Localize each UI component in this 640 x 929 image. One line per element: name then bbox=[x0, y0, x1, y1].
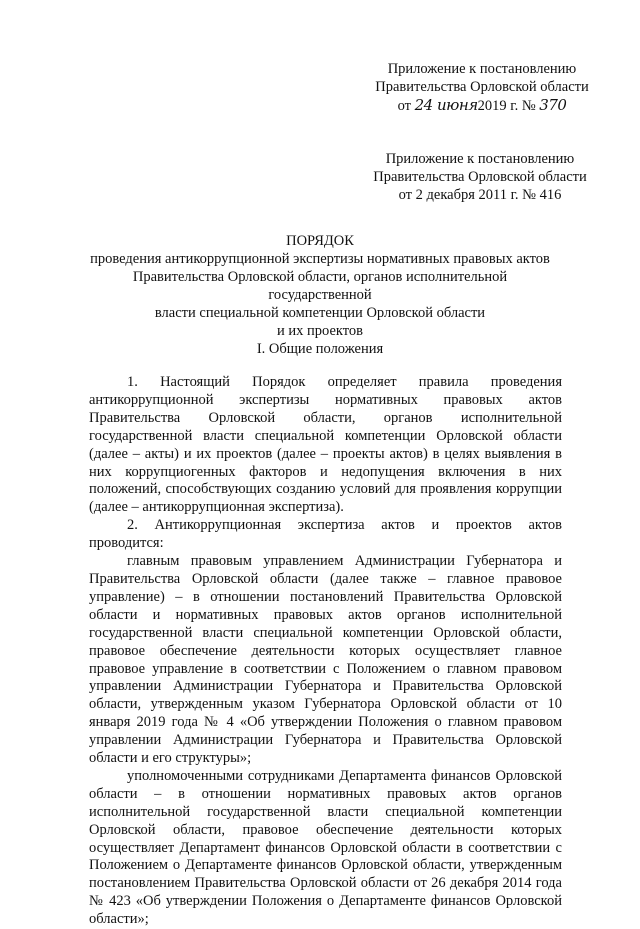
title-heading: ПОРЯДОК bbox=[286, 233, 354, 249]
approval-date-line bbox=[352, 96, 612, 115]
approval-date-prefix: от bbox=[397, 98, 411, 114]
original-approval-line-3: от 2 декабря 2011 г. № 416 bbox=[398, 187, 562, 203]
paragraph-2: 2. Антикоррупционная экспертиза актов и проектов актов проводится: bbox=[89, 517, 562, 552]
title-line-2: Правительства Орловской области, органов исполнительной государственной bbox=[132, 269, 508, 303]
document-title bbox=[80, 232, 560, 340]
paragraph-1: 1. Настоящий Порядок определяет правила проведения антикоррупционной экспертизы нормативных правовых актов Правительства Орловской области, органов исполнительной государственной власти специальной компетенции Орловской области (далее – акты) и их проектов (далее – проекты актов) в целях выявления в них коррупциогенных факторов и недопущения включения в них положений, способствующих созданию условий для проявления коррупции (далее – антикоррупционная экспертиза). bbox=[89, 374, 562, 516]
approval-stamp bbox=[352, 60, 612, 115]
section-heading: I. Общие положения bbox=[256, 341, 384, 357]
handwritten-number: 370 bbox=[539, 96, 567, 114]
original-approval-line-1: Приложение к постановлению bbox=[385, 151, 575, 167]
title-line-4: и их проектов bbox=[277, 323, 363, 339]
title-line-3: власти специальной компетенции Орловской области bbox=[154, 305, 486, 321]
handwritten-date: 24 июня bbox=[414, 96, 478, 114]
approval-line-2: Правительства Орловской области bbox=[375, 79, 589, 95]
approval-year-number: 2019 г. № bbox=[477, 98, 536, 114]
paragraph-3: главным правовым управлением Администрации Губернатора и Правительства Орловской области (далее также – главное правовое управление) – в отношении постановлений Правительства Орловской области и нормативных правовых актов органов исполнительной государственной власти специальной компетенции Орловской области, правовое обеспечение деятельности которых осуществляет главное правовое управление в соответствии с Положением о главном правовом управлении Администрации Губернатора и Правительства Орловской области, утвержденным указом Губернатора Орловской области от 10 января 2019 года № 4 «Об утверждении Положения о главном правовом управлении Администрации Губернатора и Правительства Орловской области и его структуры»; bbox=[89, 553, 562, 767]
paragraph-4: уполномоченными сотрудниками Департамента финансов Орловской области – в отношении нормативных правовых актов органов исполнительной государственной власти специальной компетенции Орловской области, правовое обеспечение деятельности которых осуществляет Департамент финансов Орловской области в соответствии с Положением о Департаменте финансов Орловской области, утвержденным постановлением Правительства Орловской области от 26 декабря 2014 года № 423 «Об утверждении Положения о Департаменте финансов Орловской области»; bbox=[89, 767, 562, 928]
approval-line-1: Приложение к постановлению bbox=[387, 61, 577, 77]
document-body bbox=[89, 374, 562, 929]
original-approval-line-2: Правительства Орловской области bbox=[373, 169, 587, 185]
title-line-1: проведения антикоррупционной экспертизы нормативных правовых актов bbox=[90, 251, 550, 267]
original-approval-stamp bbox=[360, 150, 600, 204]
